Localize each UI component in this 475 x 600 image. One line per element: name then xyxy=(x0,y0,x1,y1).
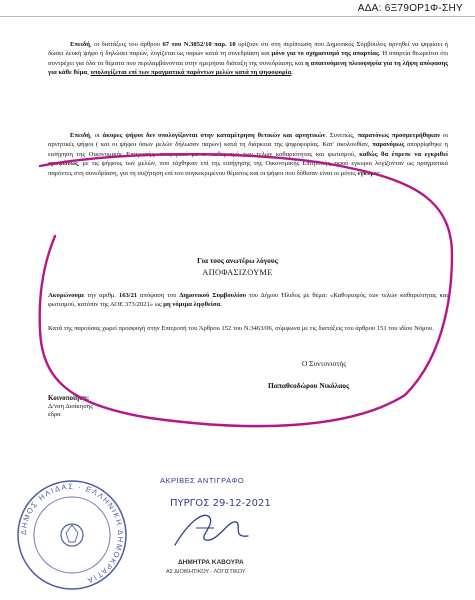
p2-t4: . Συνεπώς, xyxy=(325,132,358,139)
p2-t7: παρανόμως xyxy=(372,141,405,149)
p2-t6: οι αρνητικές ψήφοι ( και οι ψήφοι όσων μελών δήλωσαν παρών) κατά τη διάρκεια της ψηφοφορίας. Κατ' ακολουθίαν, xyxy=(48,132,448,149)
heading-reasons: Για τους ανωτέρω λόγους xyxy=(197,256,278,265)
p1-t4: ορίζουν ότι στη περίπτωση που Δημοτικός Σύμβουλος αρνηθεί να ψηφίσει ή δώσει λευκή ψήφο ή δηλώσει παρών, λογίζεται ως παρών κατά τη συνεδρίαση και xyxy=(48,41,448,58)
p2-t1: Επειδή xyxy=(70,132,91,139)
p3-t1: Ακυρώνουμε xyxy=(48,292,85,299)
signature-role: Ο Συντονιστής xyxy=(302,359,347,368)
p3-t4: απόφαση του xyxy=(137,292,180,299)
p2-t2: , οι xyxy=(90,132,103,139)
paragraph-appeal: Κατά της παρούσας χωρεί προσφυγή στην Επιτροπή του Άρθρου 152 του Ν.3463/06, σύμφωνα με τις διατάξεις του άρθρου 151 του ιδίου Νόμου. xyxy=(48,325,434,332)
p3-t7: μη νόμιμα ληφθείσα xyxy=(163,301,221,309)
p2-t3: άκυρες ψήφοι δεν υπολογίζονται στην καταμέτρηση θετικών και αρνητικών xyxy=(102,132,326,139)
p3-t3: 163/21 xyxy=(118,292,138,299)
notification-item: έδρα xyxy=(48,411,61,419)
notification-item: Δ/νση Διοίκησης xyxy=(48,402,93,410)
signer-title: ΑΣ ΔΙΟΙΚΗΤΙΚΟΥ - ΛΟΓΙΣΤΙΚΟΥ xyxy=(166,569,246,575)
p2-t8: απορρίφθηκε η εισήγηση της Οικονομικής Επιτροπής, αναφορικά με το καθορισμό των τελών καθαριότητας και φωτισμού, xyxy=(48,141,449,158)
seal-text: ΔΗΜΟΣ ΗΛΙΔΑΣ · ΕΛΛΗΝΙΚΗ ΔΗΜΟΚΡΑΤΙΑ xyxy=(18,481,126,586)
signer-name: ΔΗΜΗΤΡΑ ΚΑΒΟΥΡΑ xyxy=(178,559,244,566)
p1-t9: υπολογίζεται επί των πραγματικά παρόντων μελών κατά τη ψηφοφορία xyxy=(90,69,292,77)
p1-t3: 67 του Ν.3852/10 παρ. 10 xyxy=(162,41,236,48)
signature-name: Παπαθεοδώρου Νικόλαος xyxy=(268,381,350,390)
p2-t11: έγκυρες xyxy=(357,169,380,177)
p2-t10: , με τις ψήφους των μελών, που τάχθηκαν επί της εισήγησης της Οικονομικής Επιτροπής, αφού εγκυροι λογίζονταν ως πραγματικά παρόντες στη συνεδρίαση, για τη συζήτηση επί του συγκεκριμένου θέματος και οι ψήφοι που δόθισαν είναι οι μόνες xyxy=(48,160,448,177)
p1-t5: μόνο για το σχηματισμό της απαρτίας xyxy=(271,50,379,58)
p3-t6: του Δήμου Ήλιδος με θέμα: «Καθορισμός των τελών καθαριότητας και φωτισμού, κατόπιν της ΑΟΕ 373/2021» ως xyxy=(48,292,448,309)
notification-title: Κοινοποίηση: xyxy=(48,394,90,402)
p1-t2: , οι διατάξεις του άρθρου xyxy=(90,41,163,48)
p3-t2: την αριθμ. xyxy=(84,292,119,299)
p3-t8: . xyxy=(220,301,222,309)
copy-stamp-date: ΠΥΡΓΟΣ 29-12-2021 xyxy=(170,498,271,509)
copy-stamp-label: ΑΚΡΙΒΕΣ ΑΝΤΙΓΡΑΦΟ xyxy=(160,476,245,485)
p1-t6: . Η απαρτία θεωρείται ότι συντρέχει για όλα τα θέματα που περιλαμβάνονται στην ημερήσια διάταξη της συνεδρίασης και xyxy=(48,50,448,67)
p1-t1: Επειδή xyxy=(70,41,91,48)
p1-t7: η απαιτούμενη πλειοψηφία για τη λήψη απόφασης για κάθε θέμα xyxy=(48,59,449,77)
p1-t10: . xyxy=(291,69,293,77)
ada-number: ΑΔΑ: 6Ξ79ΟΡ1Φ-ΣΗΥ xyxy=(357,3,463,14)
p2-t12: . xyxy=(379,169,382,177)
p2-t5: παρατόνως προσμετρήθηκαν xyxy=(357,132,441,139)
p2-t9: καθώς θα έπρεπε να εγκριθεί ομοφώνως xyxy=(48,150,448,168)
p3-t5: Δημοτικού Συμβουλίου xyxy=(179,292,246,299)
heading-decide: ΑΠΟΦΑΣΙΖΟΥΜΕ xyxy=(202,268,273,277)
p1-t8: , xyxy=(87,69,91,77)
